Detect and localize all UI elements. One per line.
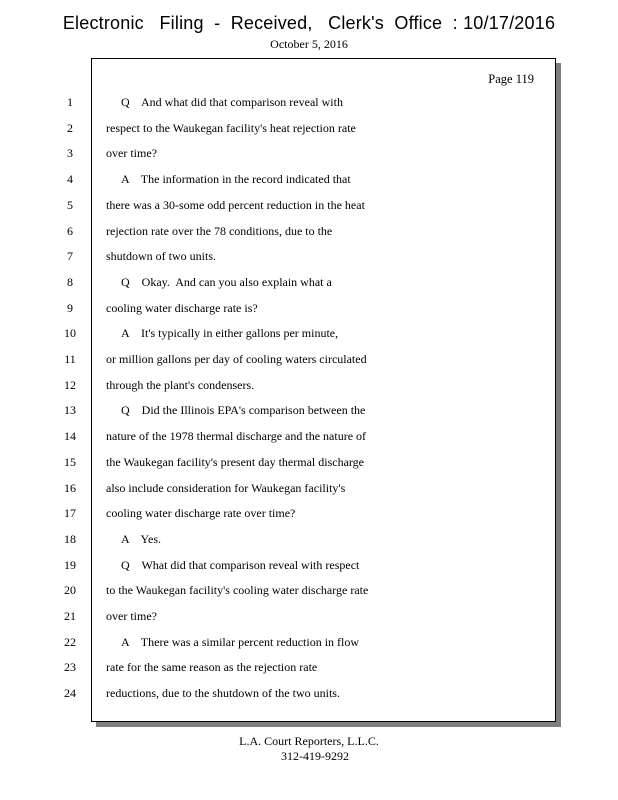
- transcript-line: [0, 478, 618, 498]
- transcript-line: [0, 657, 618, 677]
- line-text: the Waukegan facility's present day thermal discharge: [106, 454, 364, 469]
- transcript-line: [0, 118, 618, 138]
- line-number: 11: [64, 352, 76, 366]
- transcript-line: [0, 400, 618, 420]
- transcript-line: [0, 503, 618, 523]
- transcript-line: [0, 195, 618, 215]
- transcript-line: [0, 246, 618, 266]
- line-number: 16: [64, 480, 76, 495]
- line-text: Q And what did that comparison reveal with: [121, 95, 343, 109]
- line-number: 12: [64, 377, 76, 392]
- efiling-stamp: Electronic Filing - Received, Clerk's Office : 10/17/2016: [62, 13, 556, 33]
- line-number: 20: [64, 583, 76, 598]
- line-number: 23: [64, 660, 76, 675]
- transcript-line: [0, 143, 618, 163]
- footer-company: L.A. Court Reporters, L.L.C.: [239, 734, 379, 748]
- line-text: nature of the 1978 thermal discharge and the nature of: [106, 429, 367, 444]
- line-number: 19: [64, 557, 76, 572]
- line-number: 21: [64, 609, 76, 623]
- transcript-line: [0, 606, 618, 626]
- line-text: Q What did that comparison reveal with respect: [121, 557, 360, 572]
- line-number: 5: [67, 197, 73, 212]
- line-text: A There was a similar percent reduction in flow: [121, 634, 360, 649]
- line-text: shutdown of two units.: [106, 249, 217, 264]
- line-text: reductions, due to the shutdown of the two units.: [106, 686, 340, 701]
- transcript-line: [0, 452, 618, 472]
- transcript-line: [0, 221, 618, 241]
- line-number: 3: [67, 146, 73, 161]
- line-text: or million gallons per day of cooling waters circulated: [106, 352, 367, 366]
- line-number: 7: [67, 249, 73, 264]
- line-number: 9: [67, 300, 73, 315]
- transcript-line: [0, 529, 618, 549]
- transcript-line: [0, 632, 618, 652]
- line-text: there was a 30-some odd percent reduction in the heat: [106, 197, 365, 212]
- line-number: 15: [64, 454, 76, 469]
- line-text: A The information in the record indicated that: [121, 172, 351, 187]
- transcript-line: [0, 555, 618, 575]
- line-text: over time?: [106, 146, 157, 161]
- line-text: A It's typically in either gallons per minute,: [121, 326, 339, 341]
- line-text: Q Okay. And can you also explain what a: [121, 274, 332, 289]
- transcript-line: [0, 683, 618, 703]
- transcript-line: [0, 92, 618, 112]
- transcript-line: [0, 426, 618, 446]
- line-text: cooling water discharge rate over time?: [106, 506, 296, 521]
- line-text: Q Did the Illinois EPA's comparison between the: [121, 403, 366, 418]
- line-number: 1: [67, 95, 73, 109]
- transcript-line: [0, 298, 618, 318]
- deposition-date: October 5, 2016: [270, 37, 348, 51]
- line-number: 2: [67, 120, 73, 135]
- line-text: cooling water discharge rate is?: [106, 300, 258, 315]
- line-number: 6: [67, 223, 73, 238]
- transcript-line: [0, 349, 618, 369]
- transcript-line: [0, 272, 618, 292]
- line-text: A Yes.: [121, 531, 162, 546]
- footer-phone: 312-419-9292: [281, 749, 349, 763]
- line-text: rejection rate over the 78 conditions, due to the: [106, 223, 333, 238]
- transcript-line: [0, 375, 618, 395]
- line-number: 13: [64, 403, 76, 418]
- transcript-line: [0, 580, 618, 600]
- page-number: Page 119: [488, 72, 534, 86]
- line-number: 22: [64, 634, 76, 649]
- line-text: to the Waukegan facility's cooling water discharge rate: [106, 583, 369, 598]
- transcript-line: [0, 323, 618, 343]
- line-text: respect to the Waukegan facility's heat rejection rate: [106, 120, 356, 135]
- line-text: over time?: [106, 609, 157, 623]
- line-number: 10: [64, 326, 76, 341]
- line-number: 17: [64, 506, 76, 521]
- line-text: also include consideration for Waukegan facility's: [106, 480, 346, 495]
- line-number: 14: [64, 429, 76, 444]
- line-number: 8: [67, 274, 73, 289]
- line-text: rate for the same reason as the rejection rate: [106, 660, 318, 675]
- line-number: 4: [67, 172, 73, 187]
- line-number: 18: [64, 531, 76, 546]
- transcript-line: [0, 169, 618, 189]
- line-number: 24: [64, 686, 76, 701]
- line-text: through the plant's condensers.: [106, 377, 255, 392]
